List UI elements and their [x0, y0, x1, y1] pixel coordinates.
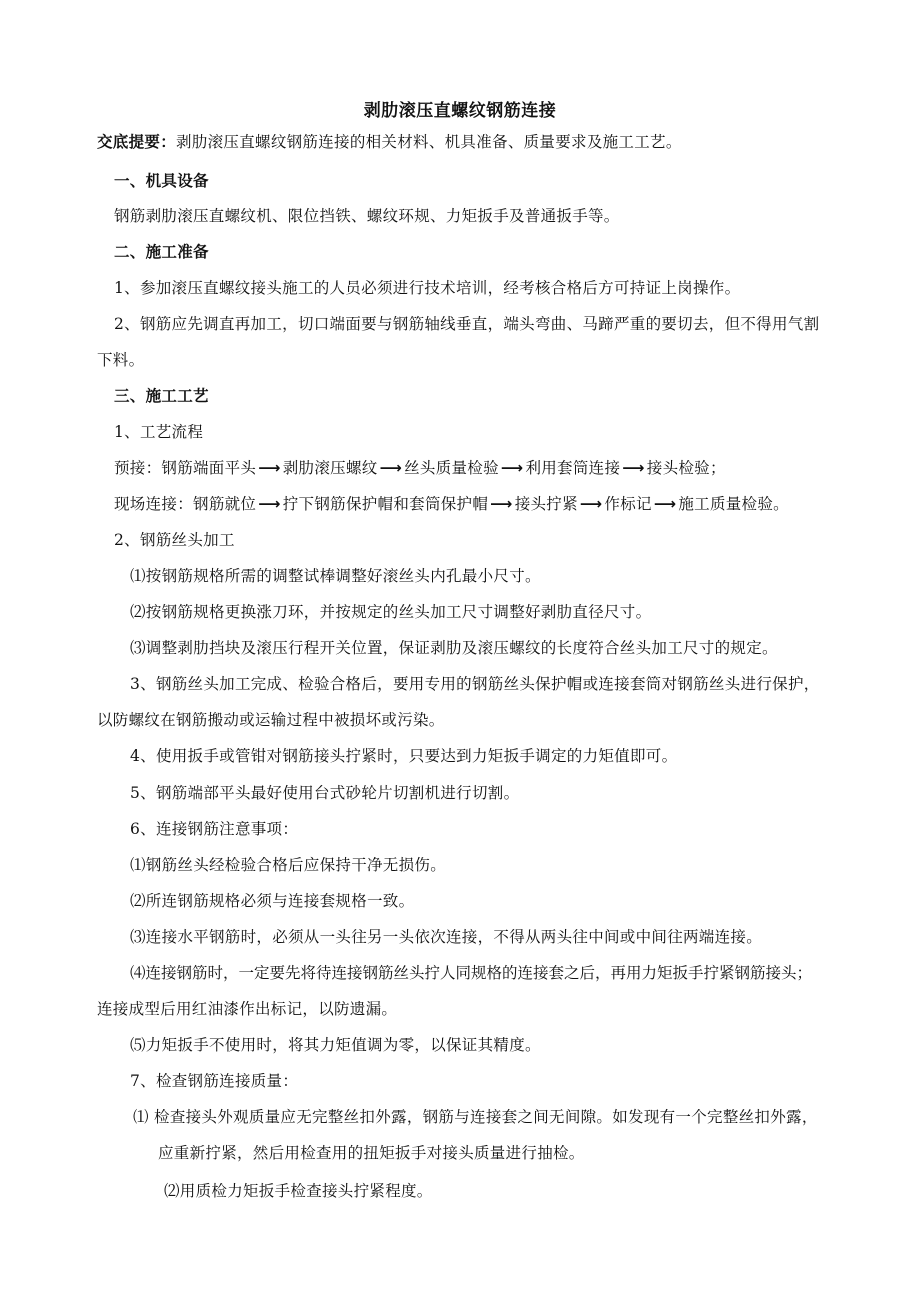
- section2-item2-line1: 2、钢筋应先调直再加工，切口端面要与钢筋轴线垂直，端头弯曲、马蹄严重的要切去，但不得用气割: [114, 315, 820, 333]
- note-3: ⑶连接水平钢筋时，必须从一头往另一头依次连接，不得从两头往中间或中间往两端连接。: [130, 928, 763, 946]
- thread-step-2: ⑵按钢筋规格更换涨刀环，并按规定的丝头加工尺寸调整好剥肋直径尺寸。: [130, 603, 652, 621]
- flow-pre-step: 利用套筒连接: [525, 459, 621, 477]
- item3-line2: 以防螺纹在钢筋搬动或运输过程中被损坏或污染。: [97, 711, 445, 729]
- flow-site-step: 施工质量检验。: [678, 495, 789, 513]
- summary-line: [97, 132, 682, 152]
- note-5: ⑸力矩扳手不使用时，将其力矩值调为零，以保证其精度。: [130, 1036, 541, 1054]
- flow-site-step: 钢筋就位: [193, 495, 257, 513]
- section2-item2-line2: 下料。: [97, 351, 145, 369]
- section3-heading: 三、施工工艺: [114, 387, 209, 405]
- flow-site-label: 现场连接：: [114, 495, 194, 513]
- thread-step-3: ⑶调整剥肋挡块及滚压行程开关位置，保证剥肋及滚压螺纹的长度符合丝头加工尺寸的规定。: [130, 639, 778, 657]
- arrow-right-icon: ⟶: [258, 459, 281, 477]
- flow-site-step: 拧下钢筋保护帽和套筒保护帽: [282, 495, 489, 513]
- item4: 4、使用扳手或管钳对钢筋接头拧紧时，只要达到力矩扳手调定的力矩值即可。: [130, 747, 678, 765]
- flow-site-step: 作标记: [604, 495, 652, 513]
- section2-item1: 1、参加滚压直螺纹接头施工的人员必须进行技术培训，经考核合格后方可持证上岗操作。: [114, 279, 741, 297]
- item6: 6、连接钢筋注意事项：: [130, 820, 299, 838]
- flow-pre-step: 丝头质量检验: [404, 459, 499, 477]
- document-title: 剥肋滚压直螺纹钢筋连接: [363, 101, 557, 121]
- section1-text: 钢筋剥肋滚压直螺纹机、限位挡铁、螺纹环规、力矩扳手及普通扳手等。: [114, 207, 620, 225]
- flow-pre-step: 钢筋端面平头: [161, 459, 257, 477]
- arrow-right-icon: ⟶: [379, 459, 403, 477]
- item7: 7、检查钢筋连接质量：: [130, 1072, 299, 1090]
- arrow-right-icon: ⟶: [500, 459, 524, 477]
- section2-heading: 二、施工准备: [114, 243, 209, 261]
- arrow-right-icon: ⟶: [490, 495, 513, 513]
- note-2: ⑵所连钢筋规格必须与连接套规格一致。: [130, 892, 415, 910]
- note-1: ⑴钢筋丝头经检验合格后应保持干净无损伤。: [130, 856, 447, 874]
- check-1-line1: ⑴ 检查接头外观质量应无完整丝扣外露，钢筋与连接套之间无间隙。如发现有一个完整丝扣外露，: [133, 1108, 818, 1126]
- check-1-line2: 应重新拧紧，然后用检查用的扭矩扳手对接头质量进行抽检。: [158, 1144, 585, 1162]
- item5: 5、钢筋端部平头最好使用台式砂轮片切割机进行切割。: [130, 784, 520, 802]
- flow-heading: 1、工艺流程: [114, 423, 204, 441]
- flow-pre-step: 剥肋滚压螺纹: [282, 459, 378, 477]
- note-4-line1: ⑷连接钢筋时，一定要先将待连接钢筋丝头拧人同规格的连接套之后，再用力矩扳手拧紧钢筋接头；: [130, 964, 813, 982]
- flow-site-step: 接头拧紧: [514, 495, 578, 513]
- thread-step-1: ⑴按钢筋规格所需的调整试棒调整好滚丝头内孔最小尺寸。: [130, 567, 541, 585]
- arrow-right-icon: ⟶: [653, 495, 677, 513]
- section1-heading: 一、机具设备: [114, 172, 209, 190]
- arrow-right-icon: ⟶: [579, 495, 603, 513]
- flow-pre-step: 接头检验；: [646, 459, 726, 477]
- flow-pre-line: [114, 458, 726, 478]
- flow-pre-label: 预接：: [114, 459, 162, 477]
- arrow-right-icon: ⟶: [258, 495, 281, 513]
- item3-line1: 3、钢筋丝头加工完成、检验合格后，要用专用的钢筋丝头保护帽或连接套筒对钢筋丝头进行保护，: [130, 675, 820, 693]
- flow-site-line: [114, 494, 789, 514]
- summary-text: 剥肋滚压直螺纹钢筋连接的相关材料、机具准备、质量要求及施工工艺。: [176, 133, 682, 151]
- note-4-line2: 连接成型后用红油漆作出标记，以防遗漏。: [97, 1000, 398, 1018]
- thread-heading: 2、钢筋丝头加工: [114, 531, 235, 549]
- arrow-right-icon: ⟶: [622, 459, 645, 477]
- summary-label: 交底提要：: [97, 133, 177, 151]
- check-2: ⑵用质检力矩扳手检查接头拧紧程度。: [164, 1182, 433, 1200]
